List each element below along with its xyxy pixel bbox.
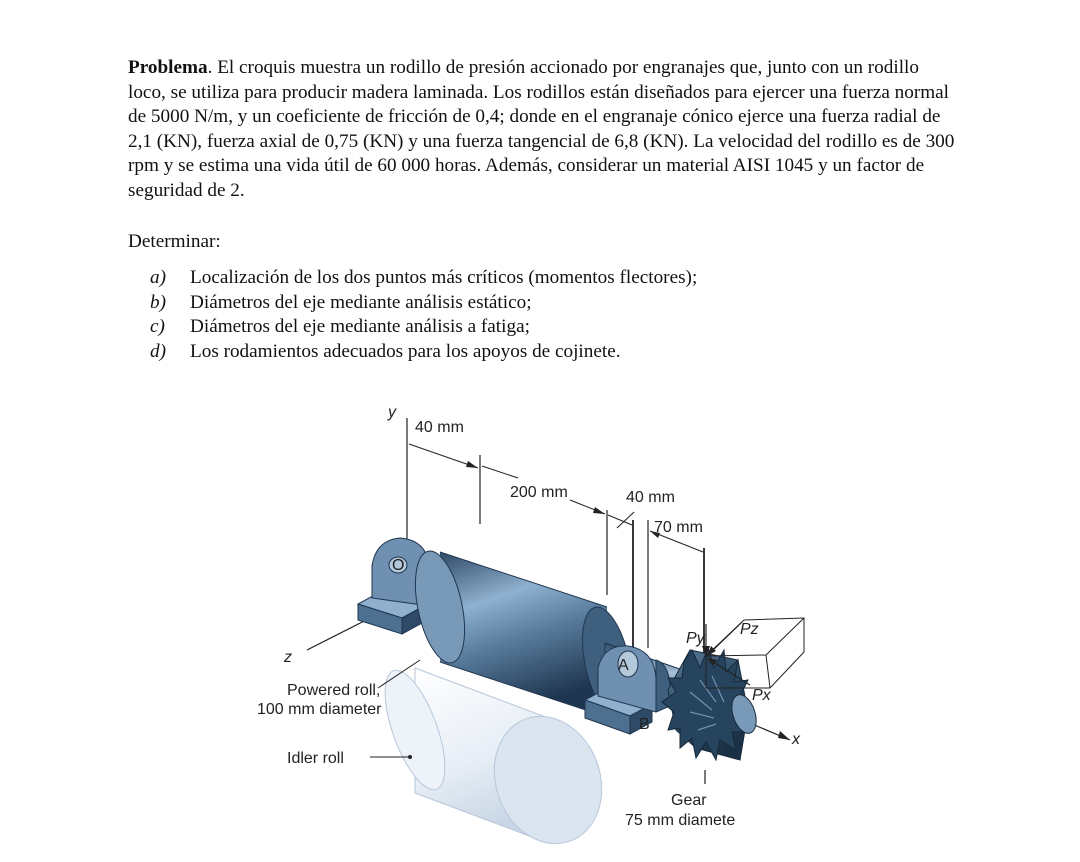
problem-statement	[128, 56, 958, 204]
dimension-line-40-right	[608, 515, 632, 525]
task-item	[150, 340, 697, 365]
determinar-heading: Determinar:	[128, 231, 221, 252]
shaft-figure	[0, 392, 1080, 862]
task-letter: c)	[150, 316, 165, 338]
axis-y-label: y	[388, 404, 396, 421]
dimension-line-200	[482, 466, 518, 478]
gear-diameter: 75 mm diamete	[625, 812, 736, 829]
problem-heading: Problema	[128, 57, 208, 78]
powered-roll-diameter: 100 mm diameter	[257, 701, 382, 718]
dimension-arrowhead	[593, 507, 605, 514]
task-letter: a)	[150, 267, 166, 288]
label-py: Py	[686, 630, 705, 647]
task-letter: d)	[150, 340, 166, 362]
task-text: Diámetros del eje mediante análisis estático;	[190, 291, 532, 313]
label-a: A	[618, 657, 629, 674]
task-list	[150, 266, 697, 364]
dimension-70mm: 70 mm	[654, 519, 703, 536]
axis-z-label: z	[284, 649, 292, 666]
dimension-40mm-left: 40 mm	[415, 419, 464, 436]
label-px: Px	[752, 687, 771, 704]
task-item	[150, 266, 697, 291]
dimension-200mm: 200 mm	[510, 484, 568, 501]
dimension-40mm-right: 40 mm	[626, 489, 675, 506]
problem-body: . El croquis muestra un rodillo de presión accionado por engranajes que, junto con un rodillo loco, se utiliza para producir madera laminada. Los rodillos están diseñados para ejercer una fuerza normal de 5000 N/m, y un coeficiente de fricción de 0,4; donde en el engranaje cónico ejerce una fuerza radial de 2,1 (KN), fuerza axial de 0,75 (KN) y una fuerza tangencial de 6,8 (KN). La velocidad del rodillo es de 300 rpm y se estima una vida útil de 60 000 horas. Además, considerar un material AISI 1045 y un factor de seguridad de 2.	[128, 57, 955, 201]
task-text: Diámetros del eje mediante análisis a fatiga;	[190, 316, 530, 338]
idler-roll-label: Idler roll	[287, 750, 344, 767]
task-text: Localización de los dos puntos más críticos (momentos flectores);	[190, 267, 698, 288]
gear-label: Gear	[671, 792, 707, 809]
axis-x-label: x	[792, 731, 800, 748]
task-item	[150, 291, 697, 316]
label-o: O	[392, 557, 405, 574]
dimension-arrowhead	[466, 461, 478, 468]
label-pz: Pz	[740, 621, 759, 638]
task-letter: b)	[150, 291, 166, 313]
x-axis-arrowhead	[778, 731, 790, 740]
task-text: Los rodamientos adecuados para los apoyos de cojinete.	[190, 340, 621, 362]
bevel-gear	[662, 648, 761, 760]
task-item	[150, 315, 697, 340]
powered-roll-label: Powered roll,	[287, 682, 381, 699]
label-b: B	[639, 716, 650, 733]
leader-dot	[408, 755, 412, 759]
